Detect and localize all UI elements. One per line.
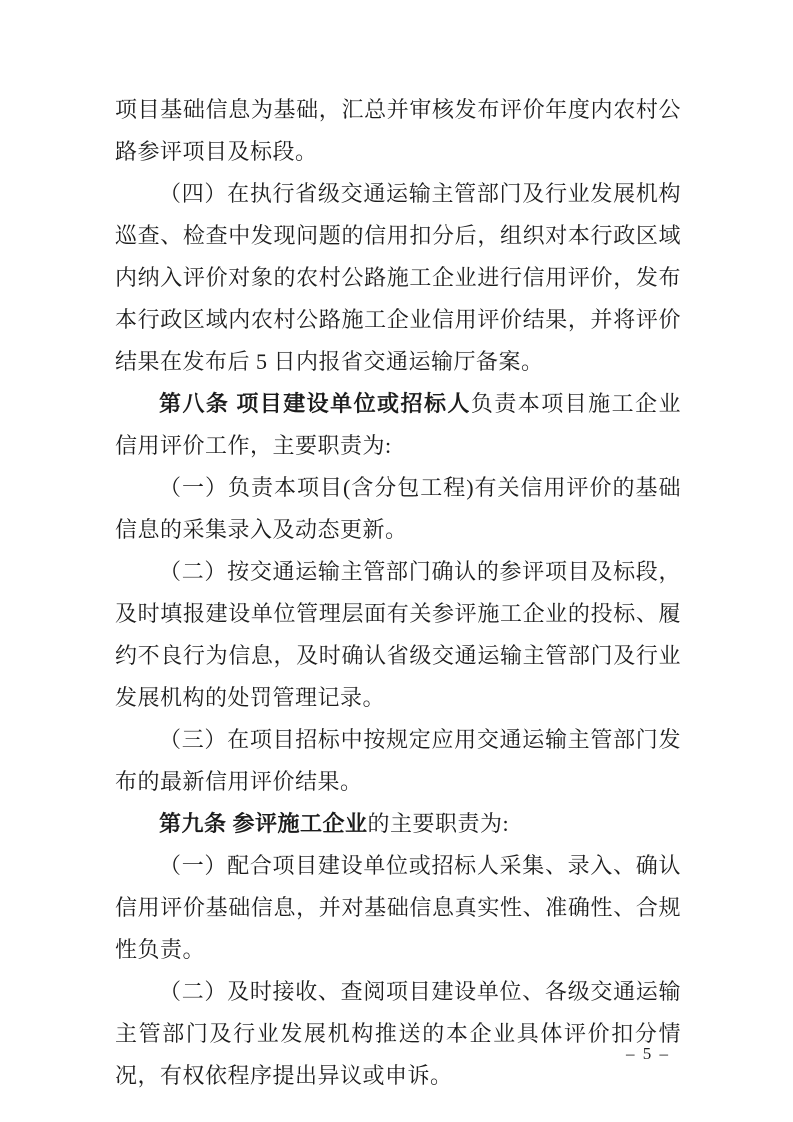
paragraph [115,467,681,551]
paragraph [115,173,681,383]
paragraph [115,845,681,971]
document-body [115,89,681,1097]
paragraph-text: 的主要职责为: [367,811,510,836]
paragraph [115,383,681,467]
article-heading-text: 第九条 参评施工企业 [159,811,368,836]
paragraph-text: （三）在项目招标中按规定应用交通运输主管部门发布的最新信用评价结果。 [115,727,681,794]
paragraph [115,803,681,845]
paragraph-text: （四）在执行省级交通运输主管部门及行业发展机构巡查、检查中发现问题的信用扣分后，组织对本行政区域内纳入评价对象的农村公路施工企业进行信用评价，发布本行政区域内农村公路施工企业信用评价结果，并将评价结果在发布后 5 日内报省交通运输厅备案。 [115,181,681,374]
paragraph-text: （一）配合项目建设单位或招标人采集、录入、确认信用评价基础信息，并对基础信息真实性、准确性、合规性负责。 [115,853,681,962]
paragraph-text: （二）及时接收、查阅项目建设单位、各级交通运输主管部门及行业发展机构推送的本企业具体评价扣分情况，有权依程序提出异议或申诉。 [115,979,681,1088]
paragraph-text: 项目基础信息为基础，汇总并审核发布评价年度内农村公路参评项目及标段。 [115,97,681,164]
paragraph [115,719,681,803]
page-number: – 5 – [626,1044,670,1063]
article-heading-text: 第八条 项目建设单位或招标人 [159,391,471,416]
paragraph [115,551,681,719]
paragraph [115,89,681,173]
paragraph-text: 负责本项目施工企业信用评价工作，主要职责为: [115,391,681,458]
paragraph [115,971,681,1097]
paragraph-text: （一）负责本项目(含分包工程)有关信用评价的基础信息的采集录入及动态更新。 [115,475,681,542]
paragraph-text: （二）按交通运输主管部门确认的参评项目及标段，及时填报建设单位管理层面有关参评施工企业的投标、履约不良行为信息，及时确认省级交通运输主管部门及行业发展机构的处罚管理记录。 [115,559,681,710]
